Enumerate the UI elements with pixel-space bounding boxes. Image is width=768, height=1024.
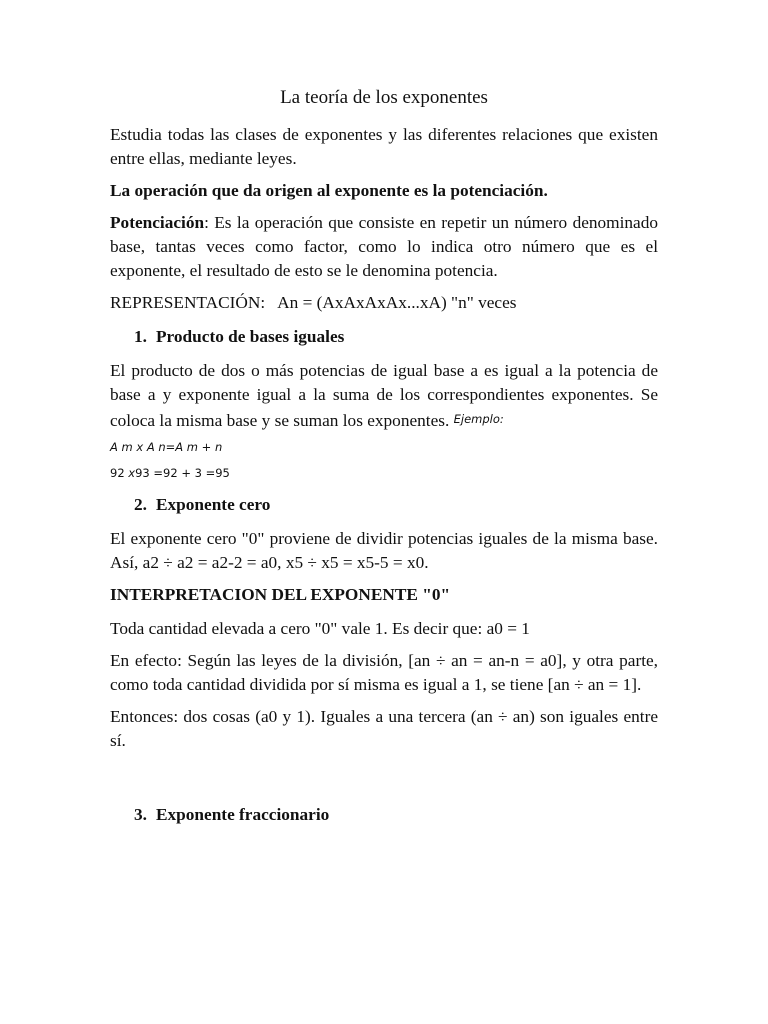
section-heading-2	[110, 493, 658, 517]
bold-statement: La operación que da origen al exponente es la potenciación.	[110, 181, 548, 200]
section-number-2: 2.	[134, 495, 147, 514]
formula-example-x: x	[128, 466, 136, 480]
section-title-1: Producto de bases iguales	[156, 327, 345, 346]
section-text-1	[110, 359, 658, 433]
representacion-line: REPRESENTACIÓN: An = (AxAxAxAx...xA) "n" veces	[110, 293, 517, 312]
interpretacion-heading: INTERPRETACION DEL EXPONENTE "0"	[110, 585, 451, 604]
section-heading-3	[110, 803, 658, 827]
intro-paragraph: Estudia todas las clases de exponentes y las diferentes relaciones que existen entre ellas, mediante leyes.	[110, 125, 658, 168]
section-heading-1	[110, 325, 658, 349]
interpretacion-p2: En efecto: Según las leyes de la división, [an ÷ an = an-n = a0], y otra parte, como toda cantidad dividida por sí misma es igual a 1, se tiene [an ÷ an = 1].	[110, 651, 658, 694]
formula-product-rule: A m x A n=A m + n	[110, 440, 223, 454]
formula-example-post: 93 =92 + 3 =95	[135, 466, 230, 480]
potenciacion-paragraph	[110, 211, 658, 283]
section-title-3: Exponente fraccionario	[156, 805, 330, 824]
section-number-1: 1.	[134, 327, 147, 346]
section-text-2: El exponente cero "0" proviene de dividir potencias iguales de la misma base. Así, a2 ÷ a2 = a2-2 = a0, x5 ÷ x5 = x5-5 = x0.	[110, 529, 658, 572]
section-body-1: El producto de dos o más potencias de igual base a es igual a la potencia de base a y exponente igual a la suma de los correspondientes exponentes. Se coloca la misma base y se suman los exponentes.	[110, 361, 658, 430]
document-page	[110, 86, 658, 837]
document-title: La teoría de los exponentes	[280, 87, 488, 108]
section-number-3: 3.	[134, 805, 147, 824]
interpretacion-p3: Entonces: dos cosas (a0 y 1). Iguales a una tercera (an ÷ an) son iguales entre sí.	[110, 707, 658, 750]
formula-example	[110, 465, 658, 481]
interpretacion-p1: Toda cantidad elevada a cero "0" vale 1. Es decir que: a0 = 1	[110, 619, 530, 638]
potenciacion-term: Potenciación	[110, 213, 205, 232]
example-label: Ejemplo:	[453, 412, 504, 426]
potenciacion-definition: : Es la operación que consiste en repetir un número denominado base, tantas veces como factor, como lo indica otro número que es el exponente, el resultado de esto se le denomina potencia.	[110, 213, 658, 280]
section-title-2: Exponente cero	[156, 495, 271, 514]
formula-example-pre: 92	[110, 466, 129, 480]
